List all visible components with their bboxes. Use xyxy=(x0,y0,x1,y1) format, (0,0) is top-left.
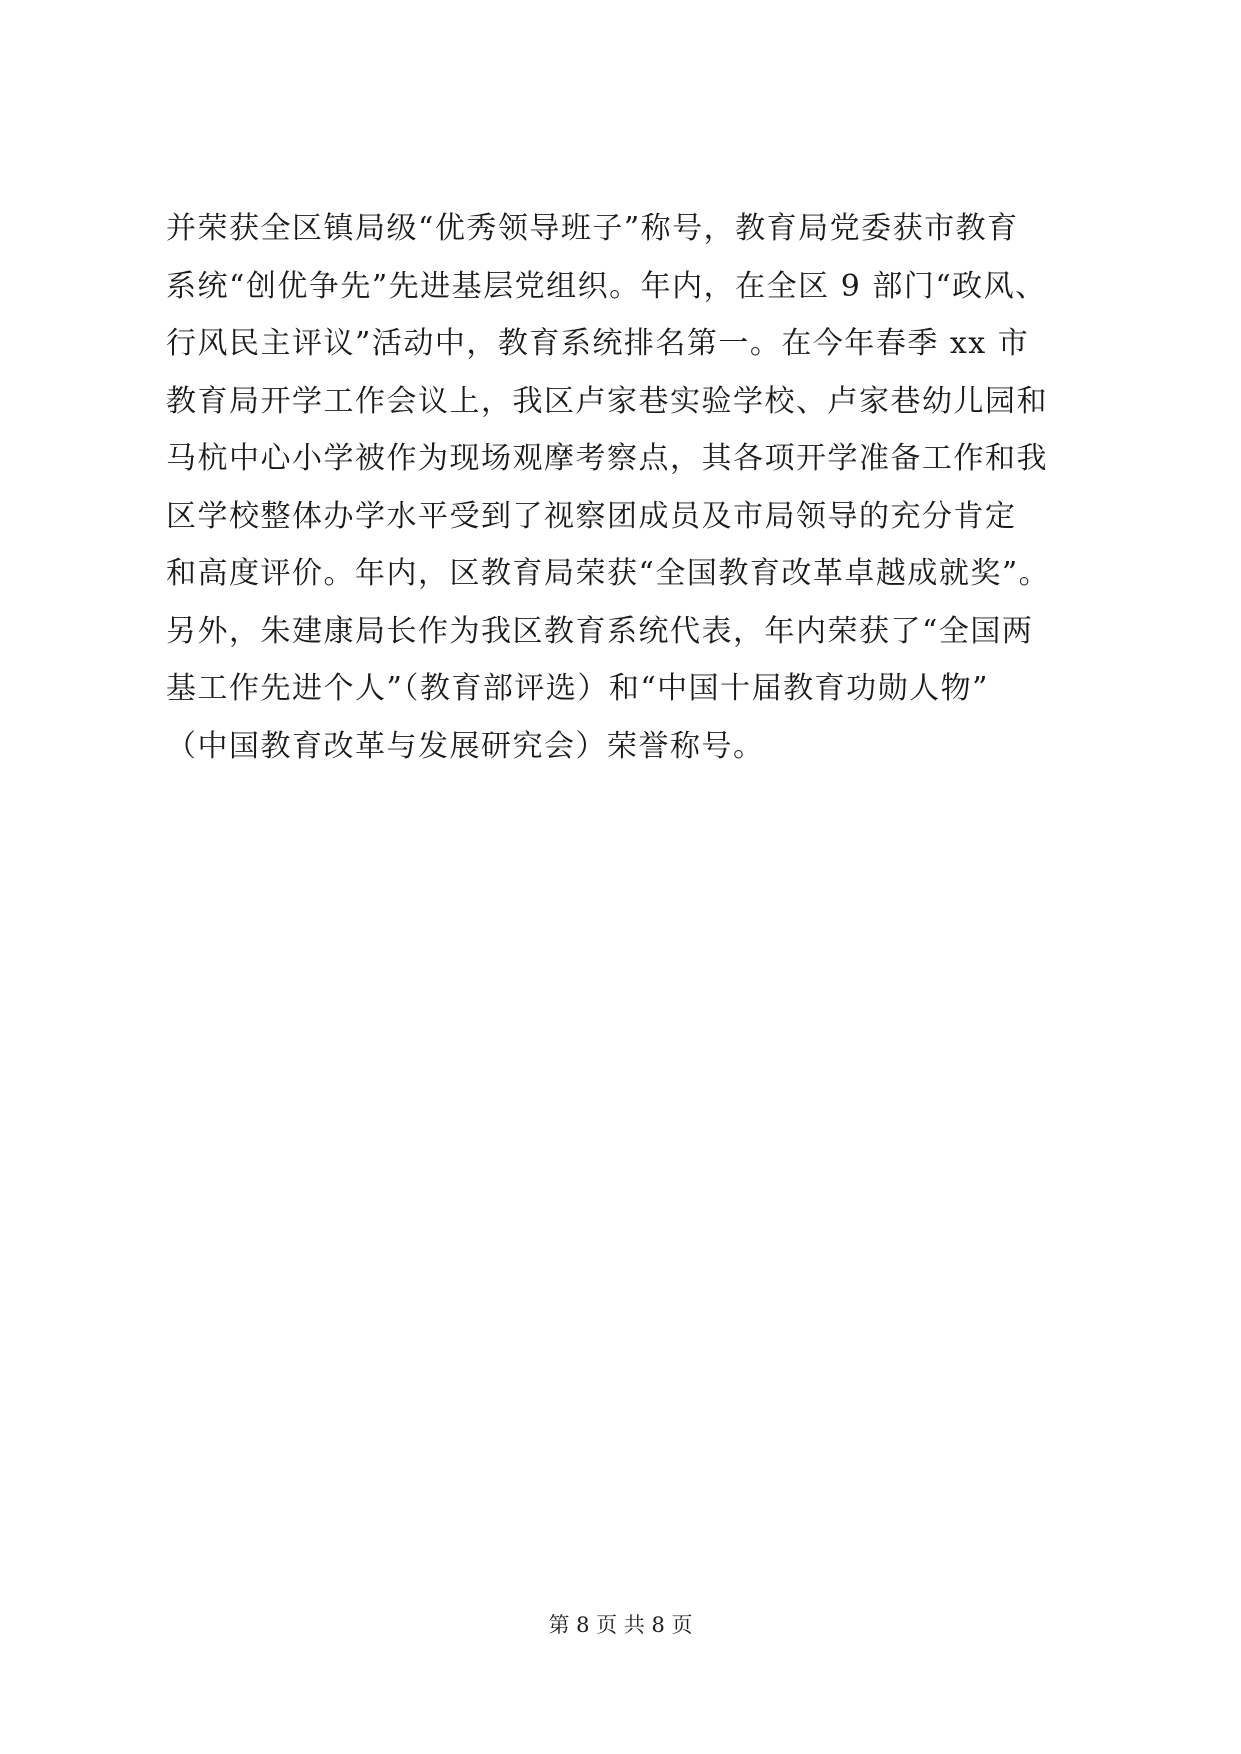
paragraph-line-2: 系统“创优争先”先进基层党组织。年内，在全区 9 部门“政风、 xyxy=(166,268,1047,304)
page-footer xyxy=(0,1610,1241,1640)
paragraph-line-1: 并荣获全区镇局级“优秀领导班子”称号，教育局党委获市教育 xyxy=(166,211,1019,246)
paragraph-line-10: （中国教育改革与发展研究会）荣誉称号。 xyxy=(166,728,765,764)
paragraph-line-4: 教育局开学工作会议上，我区卢家巷实验学校、卢家巷幼儿园和 xyxy=(166,383,1048,419)
page-number-indicator: 第 8 页 共 8 页 xyxy=(548,1613,693,1637)
paragraph-line-8: 另外，朱建康局长作为我区教育系统代表，年内荣获了“全国两 xyxy=(166,613,1034,649)
paragraph-line-9: 基工作先进个人”（教育部评选）和“中国十届教育功勋人物” xyxy=(166,671,990,706)
paragraph-line-7: 和高度评价。年内，区教育局荣获“全国教育改革卓越成就奖”。 xyxy=(166,556,1051,591)
paragraph-line-6: 区学校整体办学水平受到了视察团成员及市局领导的充分肯定 xyxy=(166,498,1017,534)
paragraph-line-5: 马杭中心小学被作为现场观摩考察点，其各项开学准备工作和我 xyxy=(166,441,1048,476)
paragraph-line-3: 行风民主评议”活动中，教育系统排名第一。在今年春季 xx 市 xyxy=(166,326,1030,361)
body-paragraph xyxy=(166,200,1086,775)
